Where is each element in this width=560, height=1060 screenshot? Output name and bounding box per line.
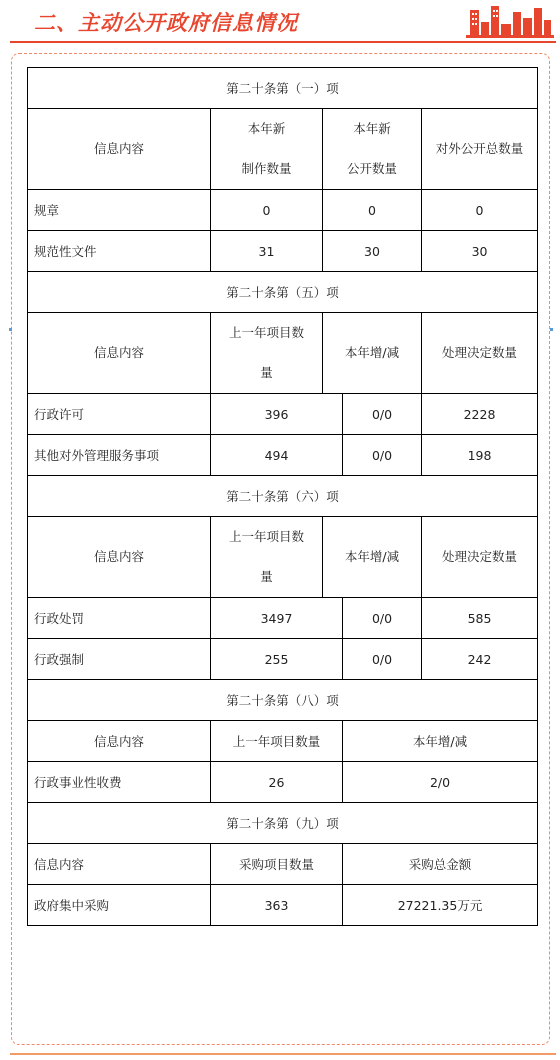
section-title: 二、主动公开政府信息情况	[34, 11, 298, 35]
header-cell-last-year	[211, 313, 323, 394]
header-cell-content: 信息内容	[28, 721, 211, 762]
row-name: 行政事业性收费	[28, 762, 211, 803]
table-header-row	[28, 844, 538, 885]
header-cell-content: 信息内容	[28, 517, 211, 598]
table-header-row	[28, 313, 538, 394]
row-value: 396	[211, 394, 343, 435]
row-value: 198	[422, 435, 538, 476]
header-cell-new-made	[211, 109, 323, 190]
row-name: 政府集中采购	[28, 885, 211, 926]
section-row-8	[28, 680, 538, 721]
row-value: 2228	[422, 394, 538, 435]
section-row-6	[28, 476, 538, 517]
header-cell-total: 对外公开总数量	[422, 109, 538, 190]
row-value: 242	[422, 639, 538, 680]
section-row-5	[28, 272, 538, 313]
section-title-1: 第二十条第（一）项	[28, 68, 538, 109]
section-title-6: 第二十条第（六）项	[28, 476, 538, 517]
table-row	[28, 394, 538, 435]
header-cell-last-year	[211, 517, 323, 598]
table-header-row	[28, 517, 538, 598]
row-value: 0	[211, 190, 323, 231]
header-cell-count: 采购项目数量	[211, 844, 343, 885]
section-row-9	[28, 803, 538, 844]
header-cell-change: 本年增/减	[343, 721, 538, 762]
header-last-year-line2: 量	[260, 569, 273, 584]
header-last-year-line1: 上一年项目数	[228, 325, 304, 340]
header-last-year-line2: 量	[260, 365, 273, 380]
header-cell-content: 信息内容	[28, 844, 211, 885]
row-name: 行政处罚	[28, 598, 211, 639]
row-value: 0	[323, 190, 422, 231]
row-value: 494	[211, 435, 343, 476]
section-title-9: 第二十条第（九）项	[28, 803, 538, 844]
row-value: 585	[422, 598, 538, 639]
table-row	[28, 598, 538, 639]
frame-handle-right	[550, 328, 553, 331]
header-cell-new-public	[323, 109, 422, 190]
header-cell-change: 本年增/减	[323, 517, 422, 598]
row-value: 0/0	[343, 435, 422, 476]
table-header-row	[28, 109, 538, 190]
row-name: 规范性文件	[28, 231, 211, 272]
header-cell-content: 信息内容	[28, 313, 211, 394]
row-value: 26	[211, 762, 343, 803]
row-name: 行政许可	[28, 394, 211, 435]
row-value: 255	[211, 639, 343, 680]
section-row-1	[28, 68, 538, 109]
row-value: 30	[323, 231, 422, 272]
row-name: 其他对外管理服务事项	[28, 435, 211, 476]
header-new-public-line2: 公开数量	[346, 161, 397, 176]
header-new-public-line1: 本年新	[353, 121, 391, 136]
row-value: 3497	[211, 598, 343, 639]
row-name: 规章	[28, 190, 211, 231]
section-title-8: 第二十条第（八）项	[28, 680, 538, 721]
row-value: 0/0	[343, 598, 422, 639]
row-value: 0/0	[343, 639, 422, 680]
header-underline	[10, 41, 556, 43]
row-value: 0/0	[343, 394, 422, 435]
header-cell-amount: 采购总金额	[343, 844, 538, 885]
disclosure-table	[27, 67, 538, 926]
city-skyline-icon	[466, 4, 554, 38]
header-cell-decisions: 处理决定数量	[422, 517, 538, 598]
header-cell-decisions: 处理决定数量	[422, 313, 538, 394]
footer-rule	[10, 1053, 556, 1055]
row-name: 行政强制	[28, 639, 211, 680]
header-new-made-line1: 本年新	[247, 121, 286, 136]
header-new-made-line2: 制作数量	[241, 161, 292, 176]
table-header-row	[28, 721, 538, 762]
table-row	[28, 435, 538, 476]
section-title-5: 第二十条第（五）项	[28, 272, 538, 313]
header-cell-change: 本年增/减	[323, 313, 422, 394]
section-header	[0, 0, 560, 44]
row-value: 363	[211, 885, 343, 926]
row-value: 0	[422, 190, 538, 231]
row-value: 30	[422, 231, 538, 272]
table-row	[28, 885, 538, 926]
row-value: 2/0	[343, 762, 538, 803]
table-row	[28, 762, 538, 803]
table-row	[28, 231, 538, 272]
header-last-year-line1: 上一年项目数	[228, 529, 304, 544]
header-cell-content: 信息内容	[28, 109, 211, 190]
row-value: 27221.35万元	[343, 885, 538, 926]
row-value: 31	[211, 231, 323, 272]
table-row	[28, 639, 538, 680]
frame-handle-left	[9, 328, 12, 331]
table-row	[28, 190, 538, 231]
header-cell-last-year: 上一年项目数量	[211, 721, 343, 762]
